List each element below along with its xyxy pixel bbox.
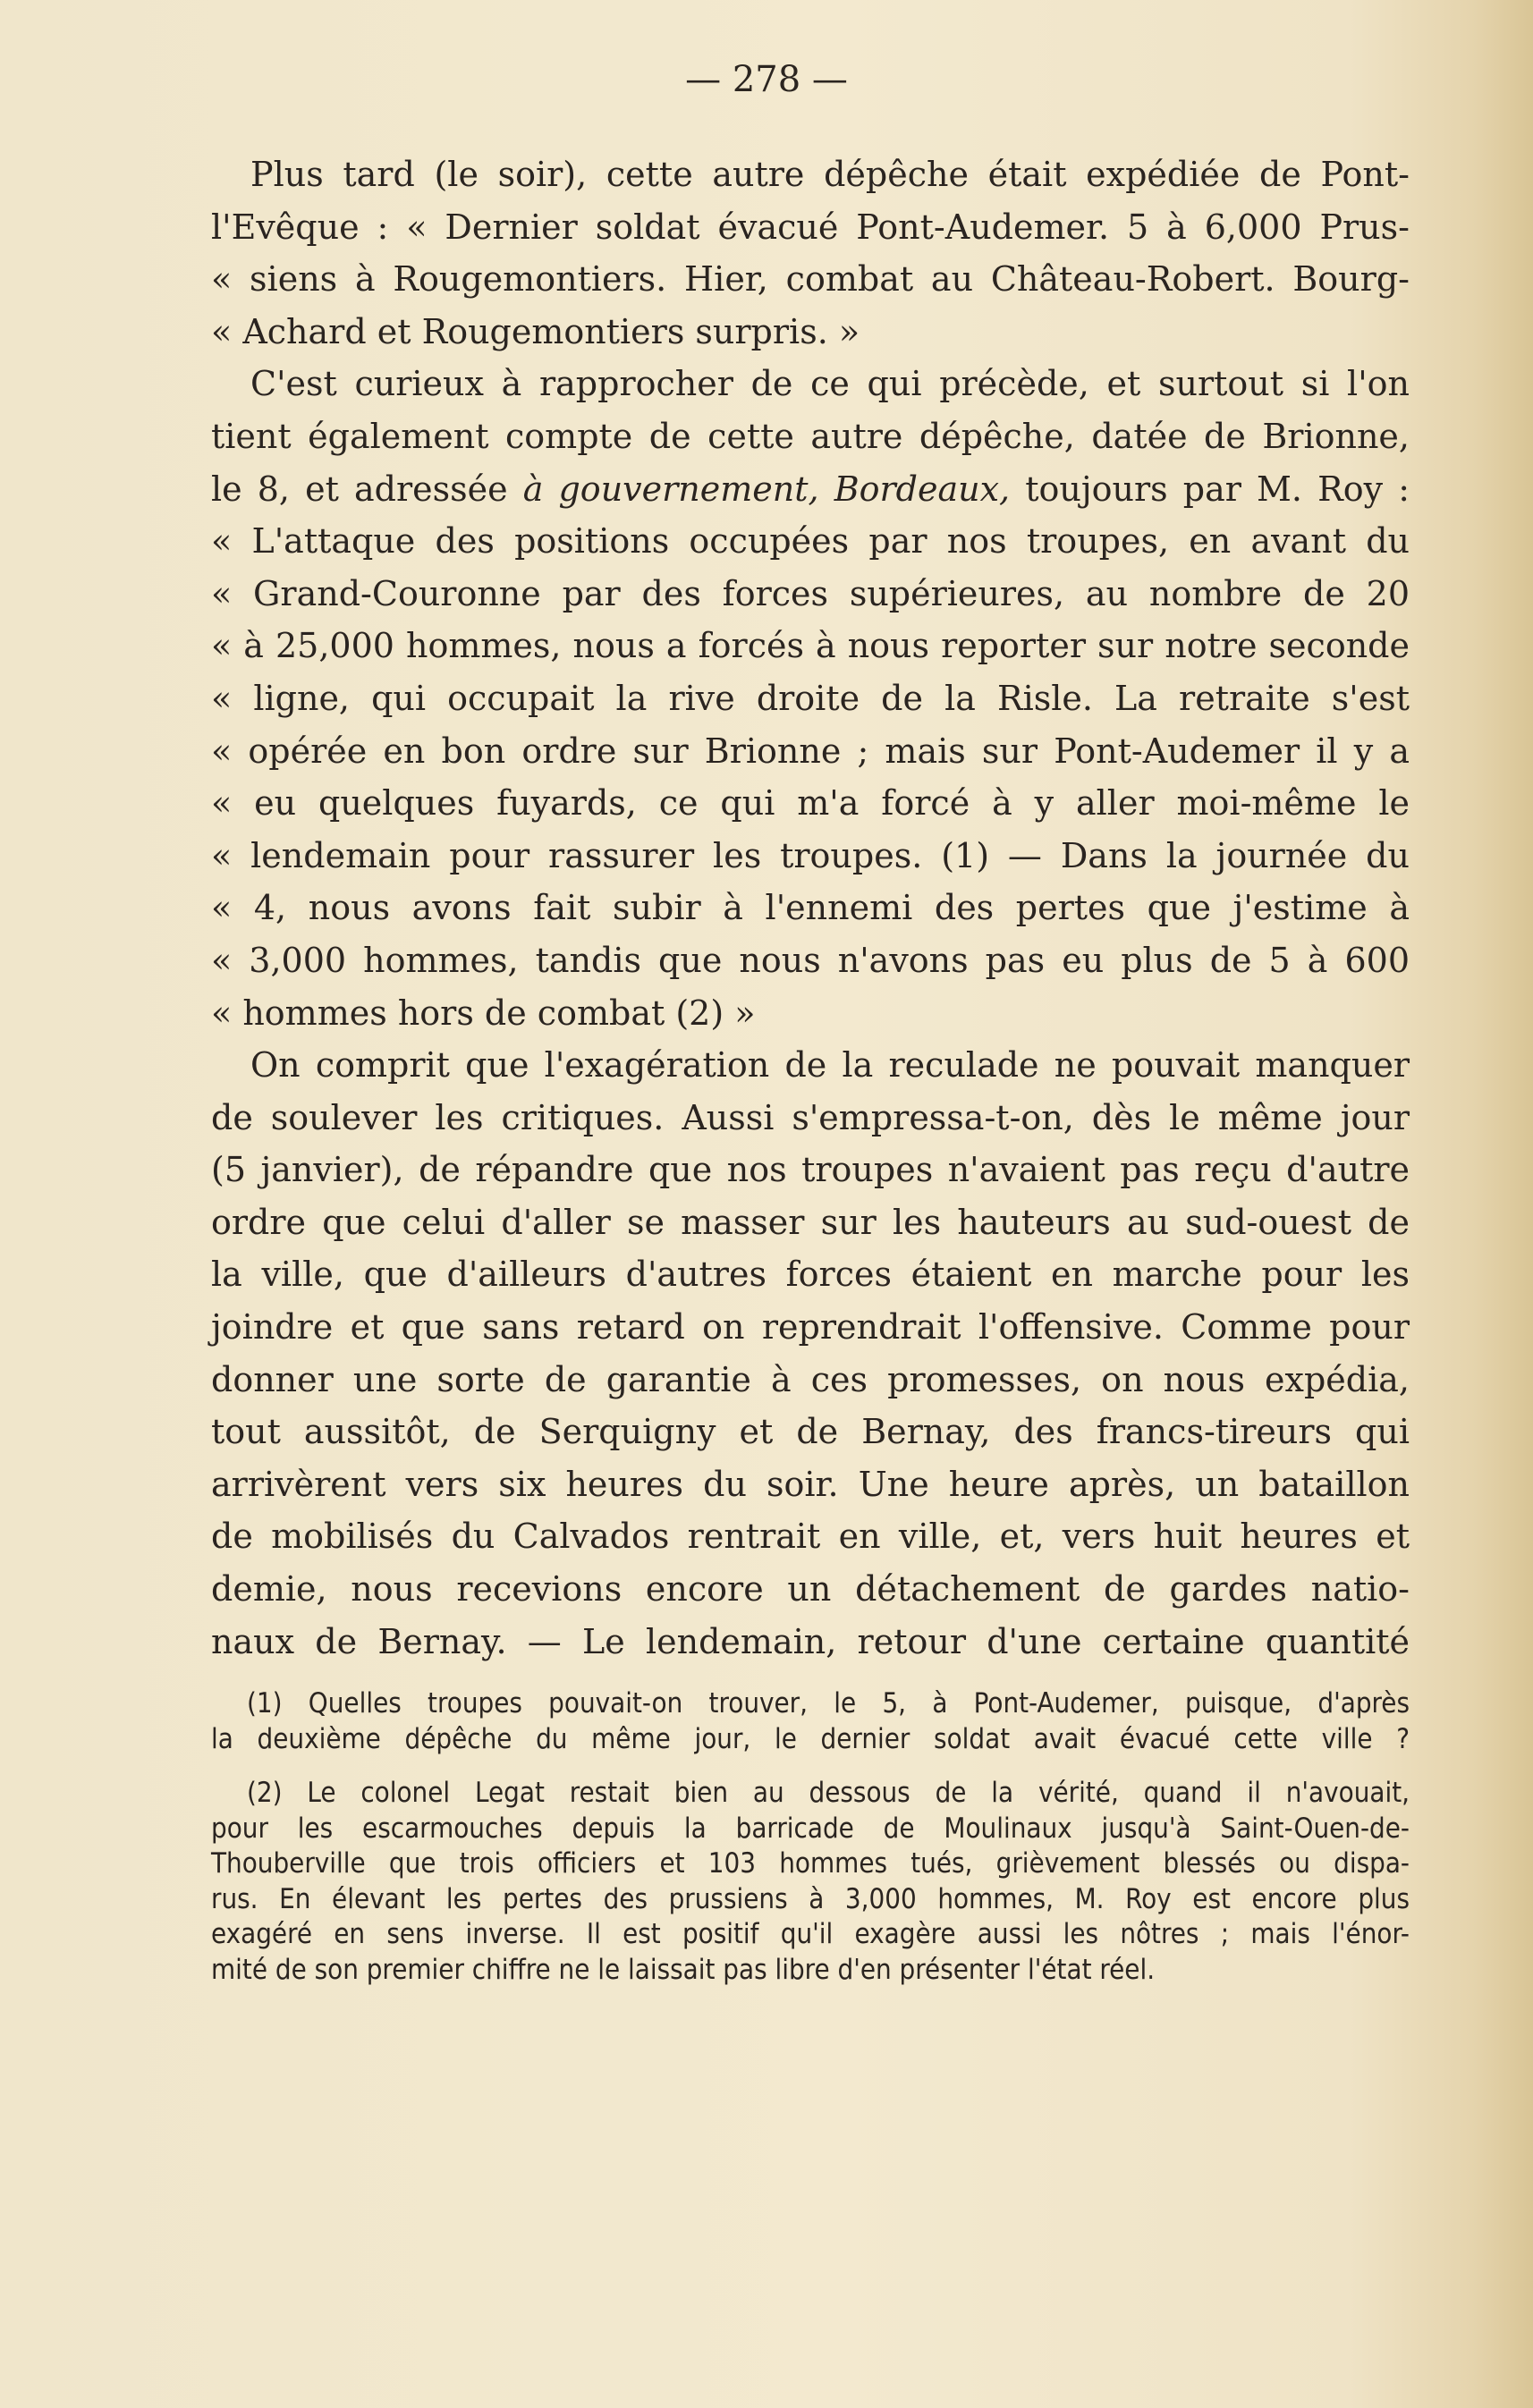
text-line: la deuxième dépêche du même jour, le dernier soldat avait évacué cette ville ?	[211, 1722, 1410, 1755]
text-line: « ligne, qui occupait la rive droite de la Risle. La retraite s'est	[211, 678, 1410, 718]
text-line: donner une sorte de garantie à ces promesses, on nous expédia,	[211, 1359, 1410, 1399]
text-line: « 3,000 hommes, tandis que nous n'avons pas eu plus de 5 à 600	[211, 940, 1410, 980]
text-line: naux de Bernay. — Le lendemain, retour d'une certaine quantité	[211, 1621, 1410, 1661]
text-line: l'Evêque : « Dernier soldat évacué Pont-Audemer. 5 à 6,000 Prus-	[211, 207, 1410, 247]
italic-text: à gouvernement, Bordeaux,	[522, 469, 1011, 509]
text-line: « siens à Rougemontiers. Hier, combat au Château-Robert. Bourg-	[211, 259, 1410, 300]
main-text	[211, 148, 1410, 1668]
text-line: tout aussitôt, de Serquigny et de Bernay, des francs-tireurs qui	[211, 1412, 1410, 1452]
text-line: rus. En élevant les pertes des prussiens à 3,000 hommes, M. Roy est encore plus	[211, 1882, 1410, 1915]
text-line: C'est curieux à rapprocher de ce qui précède, et surtout si l'on	[250, 364, 1410, 404]
text-line: « Grand-Couronne par des forces supérieures, au nombre de 20	[211, 573, 1410, 613]
text-line: « eu quelques fuyards, ce qui m'a forcé à y aller moi-même le	[211, 783, 1410, 824]
text-line: mité de son premier chiffre ne le laissait pas libre d'en présenter l'état réel.	[211, 1953, 1156, 1986]
footnotes	[211, 1686, 1410, 2007]
text-line: « lendemain pour rassurer les troupes. (1) — Dans la journée du	[211, 835, 1410, 875]
text-line: « hommes hors de combat (2) »	[211, 993, 756, 1033]
text-line: « opérée en bon ordre sur Brionne ; mais sur Pont-Audemer il y a	[211, 731, 1410, 771]
text-line: exagéré en sens inverse. Il est positif qu'il exagère aussi les nôtres ; mais l'énor-	[211, 1918, 1410, 1950]
text-line: de mobilisés du Calvados rentrait en ville, et, vers huit heures et	[211, 1517, 1410, 1557]
text-segment: le 8, et adressée	[211, 469, 523, 509]
text-line: tient également compte de cette autre dépêche, datée de Brionne,	[211, 416, 1410, 456]
footnote	[211, 1776, 1410, 1988]
text-segment: toujours par M. Roy :	[1010, 469, 1410, 509]
text-line: « 4, nous avons fait subir à l'ennemi des pertes que j'estime à	[211, 888, 1410, 928]
text-line: (2) Le colonel Legat restait bien au dessous de la vérité, quand il n'avouait,	[247, 1777, 1410, 1809]
text-line	[211, 463, 1410, 516]
page-number: — 278 —	[685, 59, 848, 100]
text-line: demie, nous recevions encore un détachement de gardes natio-	[211, 1569, 1410, 1610]
text-line: arrivèrent vers six heures du soir. Une heure après, un bataillon	[211, 1464, 1410, 1504]
text-line: pour les escarmouches depuis la barricade de Moulinaux jusqu'à Saint-Ouen-de-	[211, 1812, 1410, 1845]
text-line: Thouberville que trois officiers et 103 hommes tués, grièvement blessés ou dispa-	[211, 1847, 1410, 1880]
text-line: (1) Quelles troupes pouvait-on trouver, le 5, à Pont-Audemer, puisque, d'après	[247, 1687, 1410, 1719]
text-line: Plus tard (le soir), cette autre dépêche était expédiée de Pont-	[250, 155, 1410, 194]
text-line: joindre et que sans retard on reprendrait l'offensive. Comme pour	[211, 1307, 1410, 1348]
footnote	[211, 1686, 1410, 1757]
text-line: de soulever les critiques. Aussi s'empressa-t-on, dès le même jour	[211, 1097, 1410, 1137]
text-line: On comprit que l'exagération de la reculade ne pouvait manquer	[250, 1045, 1410, 1086]
text-line: ordre que celui d'aller se masser sur les hauteurs au sud-ouest de	[211, 1202, 1410, 1242]
text-line: « à 25,000 hommes, nous a forcés à nous reporter sur notre seconde	[211, 626, 1410, 666]
text-line: « L'attaque des positions occupées par nos troupes, en avant du	[211, 521, 1410, 562]
text-line: la ville, que d'ailleurs d'autres forces étaient en marche pour les	[211, 1255, 1410, 1295]
text-line: « Achard et Rougemontiers surpris. »	[211, 311, 860, 351]
text-line: (5 janvier), de répandre que nos troupes n'avaient pas reçu d'autre	[211, 1150, 1410, 1190]
